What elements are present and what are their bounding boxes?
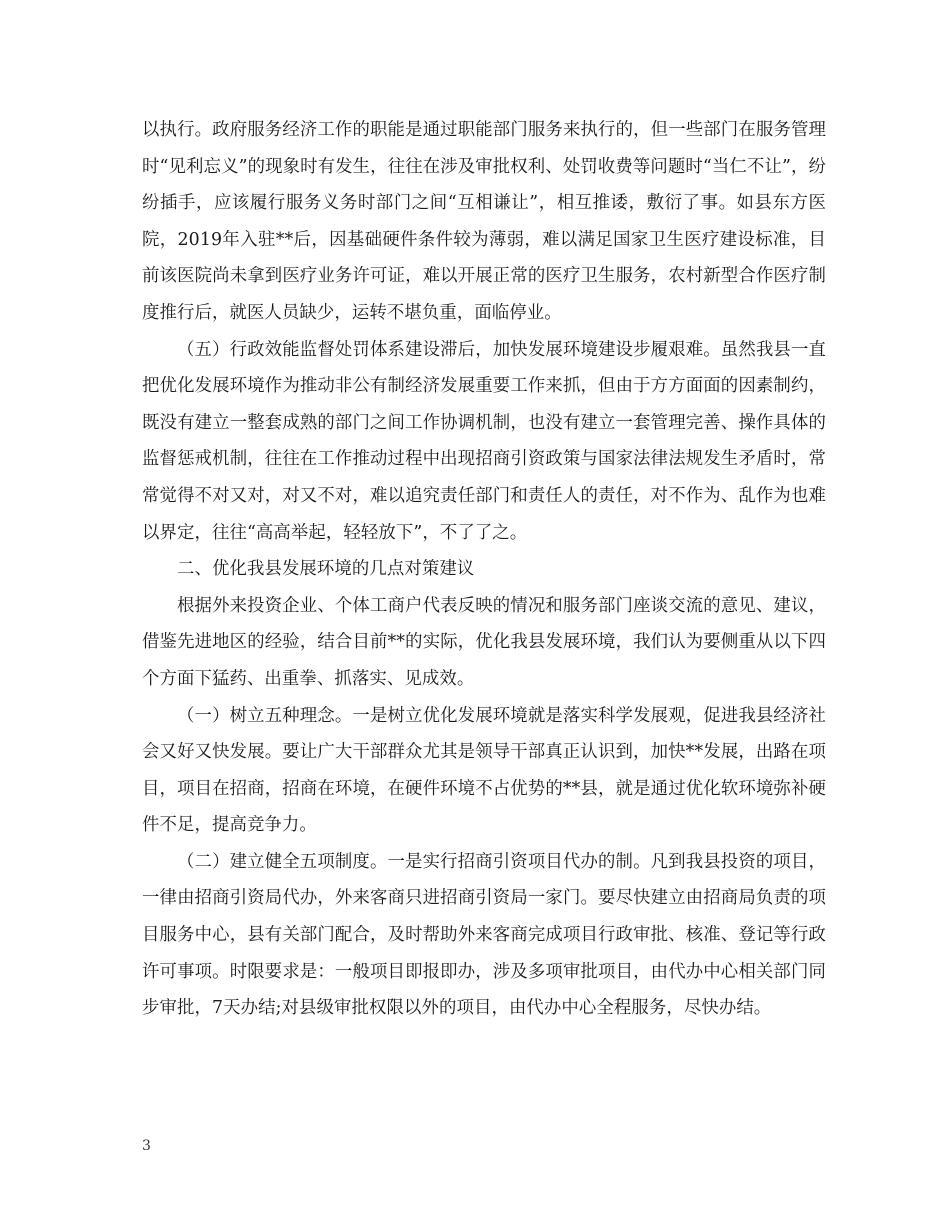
section-heading: 二、优化我县发展环境的几点对策建议 [177,559,475,580]
paragraph-2: （五）行政效能监督处罚体系建设滞后，加快发展环境建设步履艰难。虽然我县一直把优化发展环境作为推动非公有制经济发展重要工作来抓，但由于方方面面的因素制约，既没有建立一整套成熟的部门之间工作协调机制，也没有建立一套管理完善、操作具体的监督惩戒机制，往往在工作推动过程中出现招商引资政策与国家法律法规发生矛盾时，常常觉得不对又对，对又不对，难以追究责任部门和责任人的责任，对不作为、乱作为也难以界定，往往“高高举起，轻轻放下”，不了了之。 [142,339,826,543]
paragraph-1: 以执行。政府服务经济工作的职能是通过职能部门服务来执行的，但一些部门在服务管理时“见利忘义”的现象时有发生，往往在涉及审批权利、处罚收费等问题时“当仁不让”，纷纷插手，应该履行服务义务时部门之间“互相谦让”，相互推诿，敷衍了事。如县东方医院，2019年入驻**后，因基础硬件条件较为薄弱，难以满足国家卫生医疗建设标准，目前该医院尚未拿到医疗业务许可证，难以开展正常的医疗卫生服务，农村新型合作医疗制度推行后，就医人员缺少，运转不堪负重，面临停业。 [142,120,826,323]
paragraph-3: 根据外来投资企业、个体工商户代表反映的情况和服务部门座谈交流的意见、建议，借鉴先进地区的经验，结合目前**的实际，优化我县发展环境，我们认为要侧重从以下四个方面下猛药、出重拳、抓落实、见成效。 [142,595,826,689]
paragraph-4: （一）树立五种理念。一是树立优化发展环境就是落实科学发展观，促进我县经济社会又好又快发展。要让广大干部群众尤其是领导干部真正认识到，加快**发展，出路在项目，项目在招商，招商在环境，在硬件环境不占优势的**县，就是通过优化软环境弥补硬件不足，提高竞争力。 [142,705,826,836]
paragraph-5: （二）建立健全五项制度。一是实行招商引资项目代办的制。凡到我县投资的项目，一律由招商引资局代办，外来客商只进招商引资局一家门。要尽快建立由招商局负责的项目服务中心，县有关部门配合，及时帮助外来客商完成项目行政审批、核准、登记等行政许可事项。时限要求是：一般项目即报即办，涉及多项审批项目，由代办中心相关部门同步审批，7天办结;对县级审批权限以外的项目，由代办中心全程服务，尽快办结。 [142,851,826,1019]
page-number: 3 [142,1138,151,1154]
document-body [142,112,826,1027]
